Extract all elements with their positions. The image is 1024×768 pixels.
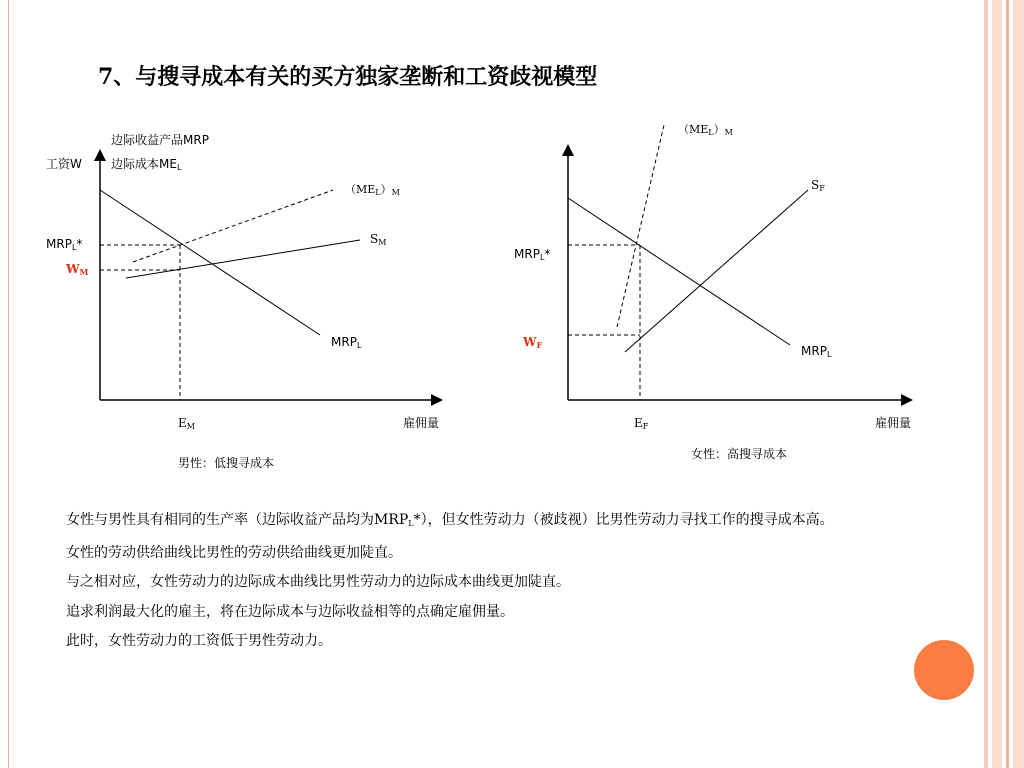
left-mrp-star-label bbox=[46, 237, 82, 255]
left-mrp-curve-label bbox=[331, 335, 361, 353]
right-x-axis-label: 雇佣量 bbox=[875, 416, 912, 430]
left-x-axis-label: 雇佣量 bbox=[403, 416, 440, 430]
right-me-sub2: M bbox=[724, 128, 733, 137]
explanation-line-1-sub: L bbox=[408, 519, 414, 528]
left-mrp-star-suffix: * bbox=[76, 237, 83, 251]
left-mrp-star-text: MRP bbox=[46, 237, 72, 251]
right-wage-label bbox=[523, 335, 542, 352]
left-y-label-line2-text: 边际成本ME bbox=[111, 157, 177, 171]
left-mrp-star-sub: L bbox=[71, 243, 77, 252]
right-me-curve-label bbox=[678, 123, 733, 140]
right-mrp-curve bbox=[568, 198, 790, 345]
right-supply-label bbox=[811, 178, 825, 196]
right-e-sub: F bbox=[642, 422, 649, 431]
left-supply-sub: M bbox=[378, 238, 387, 247]
left-me-mid: ） bbox=[380, 183, 392, 196]
left-caption: 男性：低搜寻成本 bbox=[178, 456, 275, 470]
right-mrp-star-sub: L bbox=[539, 253, 545, 262]
left-me-curve bbox=[133, 190, 333, 262]
left-y-label-line1: 边际收益产品MRP bbox=[111, 133, 209, 147]
explanation-line-1a: 女性与男性具有相同的生产率（边际收益产品均为MRP bbox=[66, 512, 409, 528]
right-mrp-star-label bbox=[514, 247, 550, 265]
explanation-line-3: 与之相对应，女性劳动力的边际成本曲线比男性劳动力的边际成本曲线更加陡直。 bbox=[66, 574, 570, 590]
right-me-mid: ） bbox=[713, 123, 725, 136]
right-wage-text: W bbox=[523, 335, 537, 349]
left-mrp-curve-sub: L bbox=[356, 341, 362, 350]
left-mrp-curve-text: MRP bbox=[331, 335, 357, 349]
right-supply-sub: F bbox=[819, 184, 825, 193]
left-wage-text: W bbox=[66, 262, 80, 276]
right-supply-curve bbox=[625, 190, 808, 352]
right-mrp-curve-sub: L bbox=[826, 350, 832, 359]
left-supply-label bbox=[370, 232, 386, 250]
right-wage-sub: F bbox=[536, 340, 543, 350]
right-me-sub: L bbox=[708, 128, 714, 137]
left-y-label-line2 bbox=[111, 157, 181, 175]
left-mrp-curve bbox=[100, 190, 320, 335]
right-mrp-curve-text: MRP bbox=[801, 344, 827, 358]
left-supply-curve bbox=[126, 240, 360, 278]
left-me-sub2: M bbox=[391, 188, 400, 197]
right-me-text: （ME bbox=[678, 123, 709, 136]
left-me-curve-label bbox=[345, 183, 400, 200]
explanation-line-1b: *），但女性劳动力（被歧视）比男性劳动力寻找工作的搜寻成本高。 bbox=[413, 512, 834, 528]
right-mrp-star-text: MRP bbox=[514, 247, 540, 261]
right-employment-label bbox=[634, 416, 648, 434]
left-e-text: E bbox=[178, 416, 187, 430]
right-mrp-curve-label bbox=[801, 344, 831, 362]
slide-title: 7、与搜寻成本有关的买方独家垄断和工资歧视模型 bbox=[98, 64, 598, 90]
left-employment-label bbox=[178, 416, 195, 434]
right-diagram bbox=[568, 125, 907, 400]
explanation-line-2: 女性的劳动供给曲线比男性的劳动供给曲线更加陡直。 bbox=[66, 544, 402, 561]
left-me-sub: L bbox=[375, 188, 381, 197]
left-y-label-line2-sub: L bbox=[176, 163, 182, 172]
left-wage-label bbox=[66, 262, 88, 279]
left-e-sub: M bbox=[186, 422, 195, 431]
left-supply-text: S bbox=[370, 232, 379, 246]
explanation-line-1 bbox=[66, 506, 946, 539]
explanation-line-4: 追求利润最大化的雇主，将在边际成本与边际收益相等的点确定雇佣量。 bbox=[66, 603, 514, 620]
right-mrp-star-suffix: * bbox=[544, 247, 551, 261]
explanation-text bbox=[66, 506, 946, 657]
left-wage-sub: M bbox=[79, 267, 89, 277]
right-caption: 女性：高搜寻成本 bbox=[691, 447, 788, 461]
decorative-circle bbox=[914, 640, 974, 700]
right-e-text: E bbox=[634, 416, 643, 430]
left-me-text: （ME bbox=[345, 183, 376, 196]
explanation-line-5: 此时，女性劳动力的工资低于男性劳动力。 bbox=[66, 633, 332, 649]
right-supply-text: S bbox=[811, 178, 820, 192]
left-y-axis-label: 工资W bbox=[46, 157, 82, 171]
